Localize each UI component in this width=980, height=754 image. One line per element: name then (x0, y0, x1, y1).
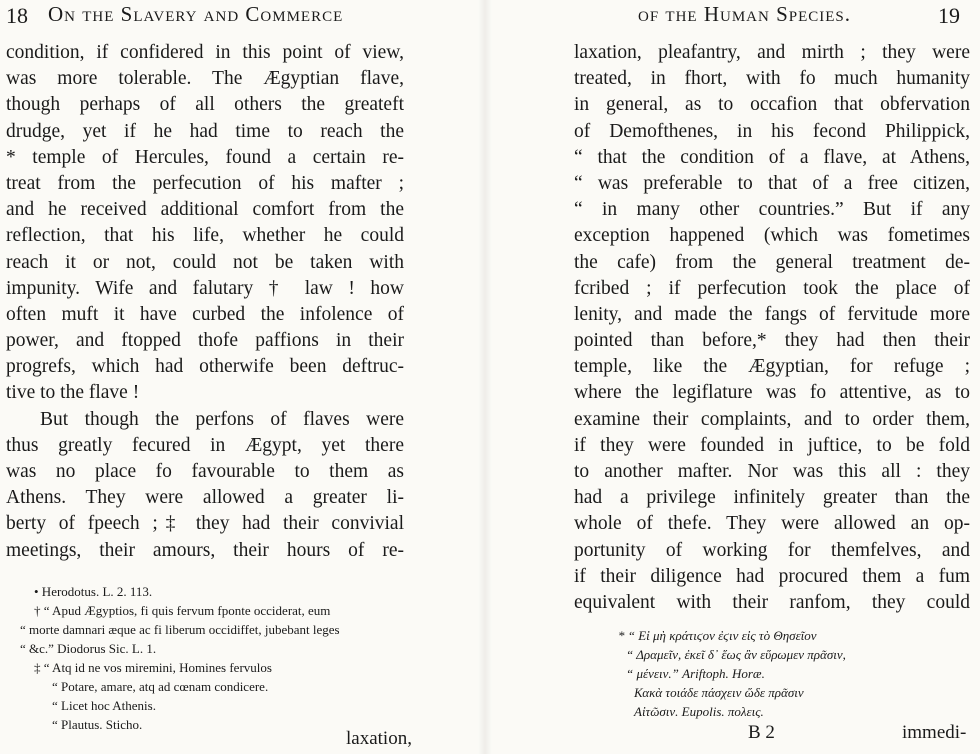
footnote-line: * “ Εἰ μὴ κράτιϛον ἐϛιν εἰς τὸ Θησεῖον (618, 628, 817, 643)
right-page-number: 19 (938, 3, 960, 28)
text-line: berty of fpeech ;‡ they had their convivial (6, 513, 404, 535)
footnote-line: “ morte damnari æque ac fi liberum occidiffet, jubebant leges (20, 622, 340, 637)
footnote-line: “ &c.” Diodorus Sic. L. 1. (20, 641, 157, 656)
text-line: But though the perfons of flaves were (40, 408, 404, 430)
text-line: progrefs, which had otherwife been deftruc- (6, 356, 404, 378)
text-line: temple, like the Ægyptian, for refuge ; (574, 356, 970, 378)
text-line: power, and ftopped thofe paffions in their (6, 330, 404, 352)
left-catchword: laxation, (346, 728, 412, 749)
footnote-line: Αἰτῶσιν. Eupolis. πολεις. (634, 704, 764, 719)
text-line: treated, in fhort, with fo much humanity (574, 68, 970, 90)
text-line: treat from the perfecution of his mafter ; (6, 172, 404, 194)
footnote-line: “ Plautus. Sticho. (52, 717, 143, 732)
text-line: had a privilege infinitely greater than the (574, 487, 970, 509)
text-line: in general, as to occafion that obfervation (574, 94, 970, 116)
footnote-line: “ Potare, amare, atq ad cœnam condicere. (52, 679, 269, 694)
right-page (490, 0, 980, 754)
footnote-line: † “ Apud Ægyptios, fi quis fervum fponte occiderat, eum (34, 603, 331, 618)
text-line: Athens. They were allowed a greater li- (6, 487, 404, 509)
footnote-line: • Herodotus. L. 2. 113. (34, 584, 153, 599)
text-line: where the legiflature was fo attentive, as to (574, 382, 970, 404)
left-body-text (6, 40, 404, 564)
text-line: * temple of Hercules, found a certain re- (6, 146, 404, 168)
text-line: laxation, pleafantry, and mirth ; they were (574, 42, 970, 63)
text-line: the cafe) from the general treatment de- (574, 251, 970, 273)
text-line: was more tolerable. The Ægyptian flave, (6, 68, 404, 90)
left-page-number: 18 (6, 3, 28, 28)
footnote-line: “ Δραμεῖν, ἐκεῖ δ᾽ ἕως ἂν εὕρωμεν πρᾶσιν, (626, 647, 846, 662)
right-body-text (574, 40, 970, 616)
text-line: was no place fo favourable to them as (6, 461, 404, 482)
right-catchword: immedi- (902, 722, 967, 743)
text-line: “ was preferable to that of a free citizen, (574, 172, 970, 194)
text-line: reach it or not, could not be taken with (6, 251, 404, 273)
text-line: meetings, their amours, their hours of re- (6, 539, 404, 561)
text-line: equivalent with their ranfom, they could (574, 591, 970, 613)
text-line: “ in many other countries.” But if any (574, 199, 970, 221)
text-line: reflection, that his life, whether he could (6, 225, 404, 247)
text-line: drudge, yet if he had time to reach the (6, 120, 404, 142)
footnote-line: ‡ “ Atq id ne vos miremini, Homines fervulos (34, 660, 272, 675)
text-line: and he received additional comfort from the (6, 199, 404, 221)
text-line: thus greatly fecured in Ægypt, yet there (6, 434, 404, 456)
text-line: whole of thefe. They were allowed an op- (574, 513, 970, 535)
text-line: fcribed ; if perfecution took the place of (574, 277, 970, 299)
left-page (0, 0, 480, 754)
text-line: to another mafter. Nor was this all : they (574, 461, 970, 482)
text-line: exception happened (which was fometimes (574, 225, 970, 247)
text-line: tive to the flave ! (6, 382, 140, 404)
text-line: often muft it have curbed the infolence of (6, 303, 404, 325)
footnote-line: “ Licet hoc Athenis. (52, 698, 156, 713)
text-line: examine their complaints, and to order them, (574, 408, 970, 430)
text-line: “ that the condition of a flave, at Athens, (574, 146, 970, 168)
text-line: portunity of working for themfelves, and (574, 539, 970, 561)
text-line: lenity, and made the fangs of fervitude more (574, 303, 970, 325)
text-line: if their diligence had procured them a fum (574, 565, 970, 587)
left-running-head: On the Slavery and Commerce (48, 2, 344, 26)
right-running-head: of the Human Species. (638, 2, 852, 26)
footnote-line: Κακὰ τοιάδε πάσχειν ὥδε πρᾶσιν (634, 685, 804, 700)
signature-mark: B 2 (748, 722, 775, 743)
text-line: impunity. Wife and falutary † law ! how (6, 277, 404, 299)
text-line: pointed than before,* they had then their (574, 330, 970, 352)
right-footnotes (618, 626, 948, 721)
text-line: condition, if confidered in this point of view, (6, 42, 404, 63)
text-line: if they were founded in juftice, to be fold (574, 434, 970, 456)
left-footnotes (20, 582, 430, 734)
text-line: of Demofthenes, in his fecond Philippick, (574, 120, 970, 142)
footnote-line: “ μένειν.” Ariftoph. Horæ. (626, 666, 765, 681)
text-line: though perhaps of all others the greateft (6, 94, 404, 116)
